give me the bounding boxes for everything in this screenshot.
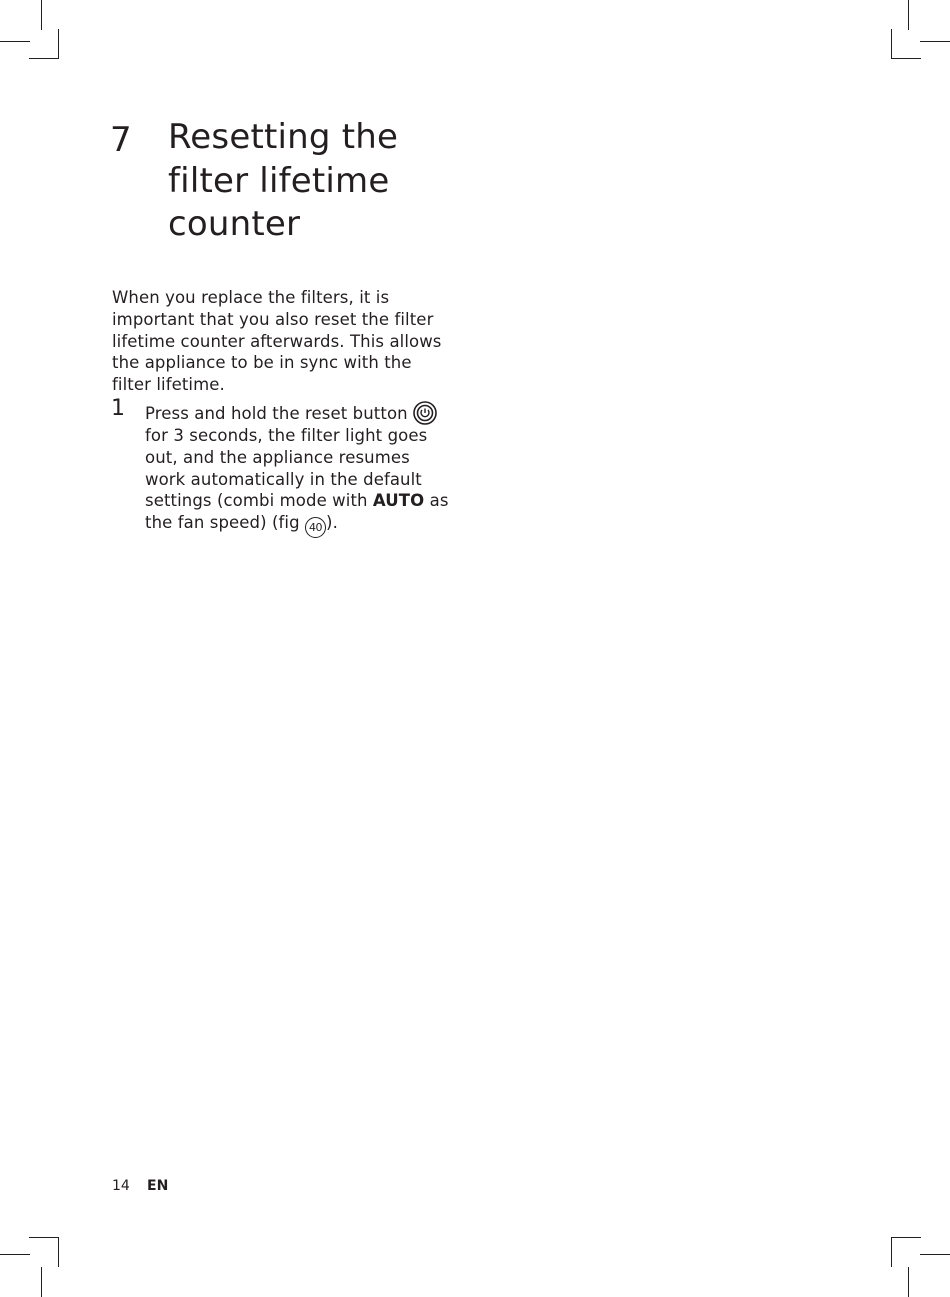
crop-mark	[920, 1254, 950, 1255]
crop-mark	[0, 1254, 30, 1255]
chapter-number: 7	[110, 120, 132, 160]
crop-mark	[891, 1237, 892, 1267]
chapter-title: Resetting the filter lifetime counter	[168, 117, 399, 244]
step-text-part: Press and hold the reset button	[145, 404, 414, 423]
step-number: 1	[111, 396, 125, 421]
figure-reference-badge: 40	[305, 517, 326, 538]
crop-mark	[58, 1237, 59, 1267]
crop-mark	[908, 0, 909, 30]
intro-paragraph: When you replace the filters, it is important that you also reset the filter lifetime counter afterwards. This allows the appliance to be in sync with the filter lifetime.	[112, 288, 442, 395]
step-text-part: ).	[326, 513, 338, 533]
crop-mark	[891, 29, 892, 59]
crop-mark	[908, 1267, 909, 1297]
auto-mode-label: AUTO	[372, 491, 425, 511]
step-text	[145, 401, 450, 538]
crop-mark	[891, 58, 921, 59]
crop-mark	[29, 1237, 59, 1238]
crop-mark	[891, 1237, 921, 1238]
crop-mark	[920, 41, 950, 42]
crop-mark	[58, 29, 59, 59]
step-text-part: as the fan speed) (fig	[145, 491, 449, 533]
reset-button-icon	[413, 401, 437, 425]
crop-mark	[41, 1267, 42, 1297]
language-code: EN	[147, 1178, 169, 1194]
step-text-part: for 3 seconds, the filter light goes out, and the appliance resumes work automatically in the default settings (combi mode with	[145, 426, 428, 511]
crop-mark	[41, 0, 42, 30]
crop-mark	[29, 58, 59, 59]
page-number: 14	[112, 1178, 130, 1194]
crop-mark	[0, 41, 30, 42]
